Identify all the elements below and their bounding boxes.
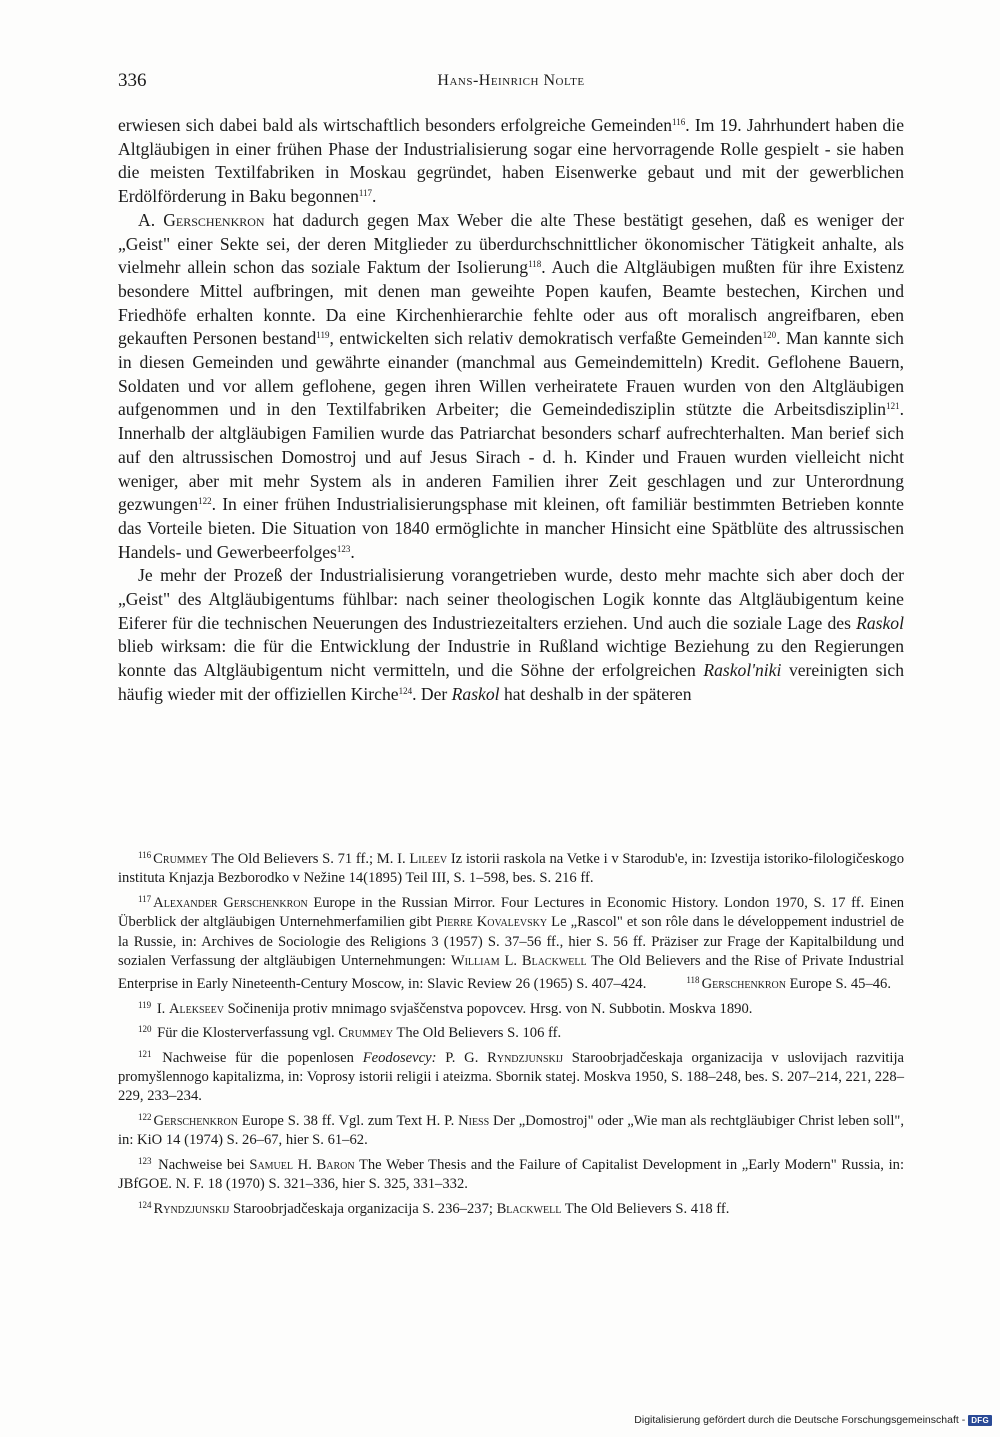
- text-run: Europe in the Russian Mirror. Four Lectures in Economic History. London 1970, S. 17 ff. Einen Überblick der altgläubigen Unternehmerfamilien gibt: [118, 894, 904, 931]
- footnote-number: 123: [138, 1155, 152, 1166]
- author-name: Pierre Kovalevsky: [435, 914, 548, 931]
- footnote-number: 118: [686, 975, 700, 986]
- author-name: Gerschenkron: [163, 209, 265, 230]
- body-text: [118, 114, 904, 707]
- footnote-number: 124: [138, 1199, 152, 1210]
- text-run: Iz istorii raskola na Vetke i v Starodub'e, in: Izvestija istoriko-filologičeskogo instituta Knjazja Bezborodko v Nežine 14(1895) Teil III, S. 1–598, bes. S. 216 ff.: [118, 851, 904, 887]
- italic-term: Raskol: [451, 683, 500, 704]
- footnote-ref: 117: [358, 188, 373, 199]
- running-head: [118, 70, 904, 100]
- author-name: Blackwell: [496, 1200, 562, 1217]
- text-run: Europe S. 38 ff. Vgl. zum Text H. P.: [237, 1112, 459, 1129]
- footnote-number: 119: [138, 999, 152, 1010]
- text-run: . Auch die Altgläubigen mußten für ihre Existenz besondere Mittel aufbringen, mit denen man geweihte Popen kaufen, Beamte bestechen, Kirchen und Friedhöfe erhalten konnte. Da eine Kirchenhierarchie fehlte oder aus oft moralisch angreifbaren, eben gekauften Personen bestand: [118, 257, 904, 349]
- footnote-117: [118, 890, 904, 995]
- text-run: The Old Believers S. 71 ff.; M. I.: [207, 851, 410, 867]
- text-run: . In einer frühen Industrialisierungsphase mit kleinen, oft familiär bestimmten Betrieben konnte das Vorteile bieten. Die Situation von 1840 ermöglichte in mancher Hinsicht eine Spätblüte des altrussischen Handels- und Gewerbeerfolges: [118, 494, 904, 562]
- paragraph-3: [118, 564, 904, 706]
- page-number: 336: [118, 70, 147, 91]
- text-run: erwiesen sich dabei bald als wirtschaftlich besonders erfolgreiche Gemeinden: [118, 115, 673, 135]
- text-run: . Der: [412, 683, 452, 704]
- author-name: Lileev: [409, 851, 448, 867]
- footnote-ref: 121: [886, 401, 900, 412]
- text-run: blieb wirksam: die für die Entwicklung der Industrie in Rußland wichtige Beziehung zu den Regierungen konnte das Altgläubigentum nicht vermitteln, und die Söhne der erfolgreichen: [118, 636, 904, 681]
- text-run: The Old Believers S. 106 ff.: [393, 1025, 562, 1042]
- italic-term: Raskol: [856, 612, 904, 633]
- text-run: Le „Rascol" et son rôle dans le développement industriel de la Russie, in: Archives de Sociologie des Religions 3 (1957) S. 37–56 ff., hier S. 56 ff. Präziser zur Frage der Kapitalbildung und sozialen Verfassung der altgläubigen Unternehmungen:: [118, 914, 905, 970]
- author-name: Samuel H. Baron: [249, 1156, 355, 1173]
- author-name: Gerschenkron: [701, 976, 786, 993]
- footnote-number: 120: [138, 1024, 152, 1035]
- footnote-ref: 118: [528, 259, 542, 270]
- text-run: Staroobrjadčeskaja organizacija S. 236–237;: [229, 1200, 497, 1217]
- footnote-119: [118, 996, 904, 1019]
- footnote-number: 116: [138, 850, 152, 860]
- paragraph-1: [118, 114, 904, 209]
- footnotes: [118, 846, 904, 1220]
- text-run: vereinigten sich häufig wieder mit der offiziellen Kirche: [118, 660, 905, 704]
- author-name: William L. Blackwell: [450, 953, 587, 970]
- text-run: . Im 19. Jahrhundert haben die Altgläubigen in einer frühen Phase der Industrialisierung sogar eine hervorragende Rolle gespielt - sie haben die meisten Textilfabriken in Moskau gegründet, haben Eisenwerke gebaut und mit der gewerblichen Erdölförderung in Baku begonnen: [118, 115, 905, 207]
- text-run: hat deshalb in der späteren: [499, 683, 692, 704]
- paragraph-2: [118, 209, 904, 565]
- footnote-120: [118, 1020, 904, 1043]
- italic-term: Raskol'niki: [703, 660, 782, 681]
- footnote-ref: 120: [762, 330, 777, 341]
- text-run: Staroobrjadčeskaja organizacija v uslovijach razvitija promyšlennogo kapitalizma, in: Voprosy istorii religii i ateizma. Sbornik statej. Moskva 1950, S. 188–248, bes. S. 207–214, 221, 228–229, 233–234.: [118, 1049, 905, 1105]
- text-run: Nachweise bei: [153, 1156, 250, 1173]
- text-run: Europe S. 45–46.: [786, 976, 891, 993]
- footnote-ref: 124: [398, 685, 413, 696]
- footnote-ref: 119: [316, 330, 330, 341]
- footnote-number: 117: [138, 893, 152, 904]
- text-run: .: [350, 541, 355, 562]
- author-name: Crummey: [153, 851, 208, 867]
- footnote-116: [118, 846, 904, 889]
- footnote-122: [118, 1108, 904, 1151]
- digitization-credit: [634, 1414, 992, 1426]
- text-run: I.: [153, 1000, 169, 1017]
- text-run: . Man kannte sich in diesen Gemeinden und gewährte einander (manchmal aus Gemeindemitteln) Kredit. Geflohene Bauern, Soldaten und vor allem geflohene, gegen ihren Willen verheiratete Frauen wurden von den Altgläubigen aufgenommen und in den Textilfabriken Arbeiter; die Gemeindedisziplin stützte die Arbeitsdisziplin: [118, 328, 904, 420]
- footnote-ref: 116: [672, 117, 686, 127]
- text-run: Je mehr der Prozeß der Industrialisierung vorangetrieben wurde, desto mehr machte sich aber doch der „Geist" des Altgläubigentums fühlbar: nach seiner theologischen Logik konnte das Altgläubigentum keine Eiferer für die technischen Neuerungen des Industriezeitalters erziehen. Und auch die soziale Lage des: [118, 565, 904, 633]
- text-run: Für die Klosterverfassung vgl.: [153, 1025, 339, 1042]
- author-name: Ryndzjunskij: [487, 1049, 563, 1066]
- text-run: , entwickelten sich relativ demokratisch verfaßte Gemeinden: [329, 328, 763, 349]
- italic-term: Feodosevcy:: [362, 1049, 437, 1066]
- footnote-123: [118, 1152, 904, 1195]
- text-run: Der „Domostroj" oder „Wie man als rechtgläubiger Christ leben soll", in: KiO 14 (1974) S. 26–67, hier S. 61–62.: [118, 1112, 904, 1149]
- dfg-logo: DFG: [968, 1415, 992, 1426]
- author-name: Niess: [458, 1112, 490, 1129]
- text-run: Sočinenija protiv mnimago svjaščenstva popovcev. Hrsg. von N. Subbotin. Moskva 1890.: [223, 1000, 753, 1017]
- text-run: P. G.: [436, 1049, 488, 1066]
- footnote-number: 122: [138, 1111, 152, 1122]
- author-name: Alekseev: [168, 1000, 224, 1017]
- text-run: The Old Believers S. 418 ff.: [561, 1200, 730, 1217]
- author-name: Gerschenkron: [153, 1112, 238, 1129]
- footnote-ref: 123: [336, 543, 351, 554]
- text-run: The Weber Thesis and the Failure of Capitalist Development in „Early Modern" Russia, in: JBfGOE. N. F. 18 (1970) S. 321–336, hier S. 325, 331–332.: [118, 1156, 904, 1193]
- text-run: . Innerhalb der altgläubigen Familien wurde das Patriarchat besonders scharf aufrechterhalten. Man berief sich auf den altrussischen Domostroj und auf Jesus Sirach - d. h. Kinder und Frauen wurden vielleicht nicht weniger, aber mit mehr System als in anderen Familien ihrer Zeit geschlagen und zur Unterordnung gezwungen: [118, 399, 904, 515]
- author-name: Alexander Gerschenkron: [153, 894, 308, 911]
- credit-text: Digitalisierung gefördert durch die Deutsche Forschungsgemeinschaft -: [634, 1414, 966, 1426]
- footnote-121: [118, 1045, 904, 1107]
- text-run: Nachweise für die popenlosen: [153, 1049, 363, 1066]
- author-name: Ryndzjunskij: [153, 1200, 230, 1217]
- text-run: .: [372, 186, 377, 207]
- author-name: Crummey: [338, 1025, 394, 1042]
- text-run: The Old Believers and the Rise of Private Industrial Enterprise in Early Nineteenth-Century Moscow, in: Slavic Review 26 (1965) S. 407–424.: [118, 953, 904, 993]
- footnote-number: 121: [138, 1048, 152, 1059]
- text-run: A.: [138, 209, 164, 230]
- text-run: hat dadurch gegen Max Weber die alte These bestätigt gesehen, daß es weniger der „Geist" einer Sekte sei, der deren Mitglieder zu überdurchschnittlicher ökonomischer Tätigkeit anhalte, als vielmehr allein schon das soziale Faktum der Isolierung: [118, 209, 904, 278]
- footnote-124: [118, 1196, 904, 1219]
- footnote-ref: 122: [198, 496, 212, 507]
- running-title: Hans-Heinrich Nolte: [437, 72, 585, 89]
